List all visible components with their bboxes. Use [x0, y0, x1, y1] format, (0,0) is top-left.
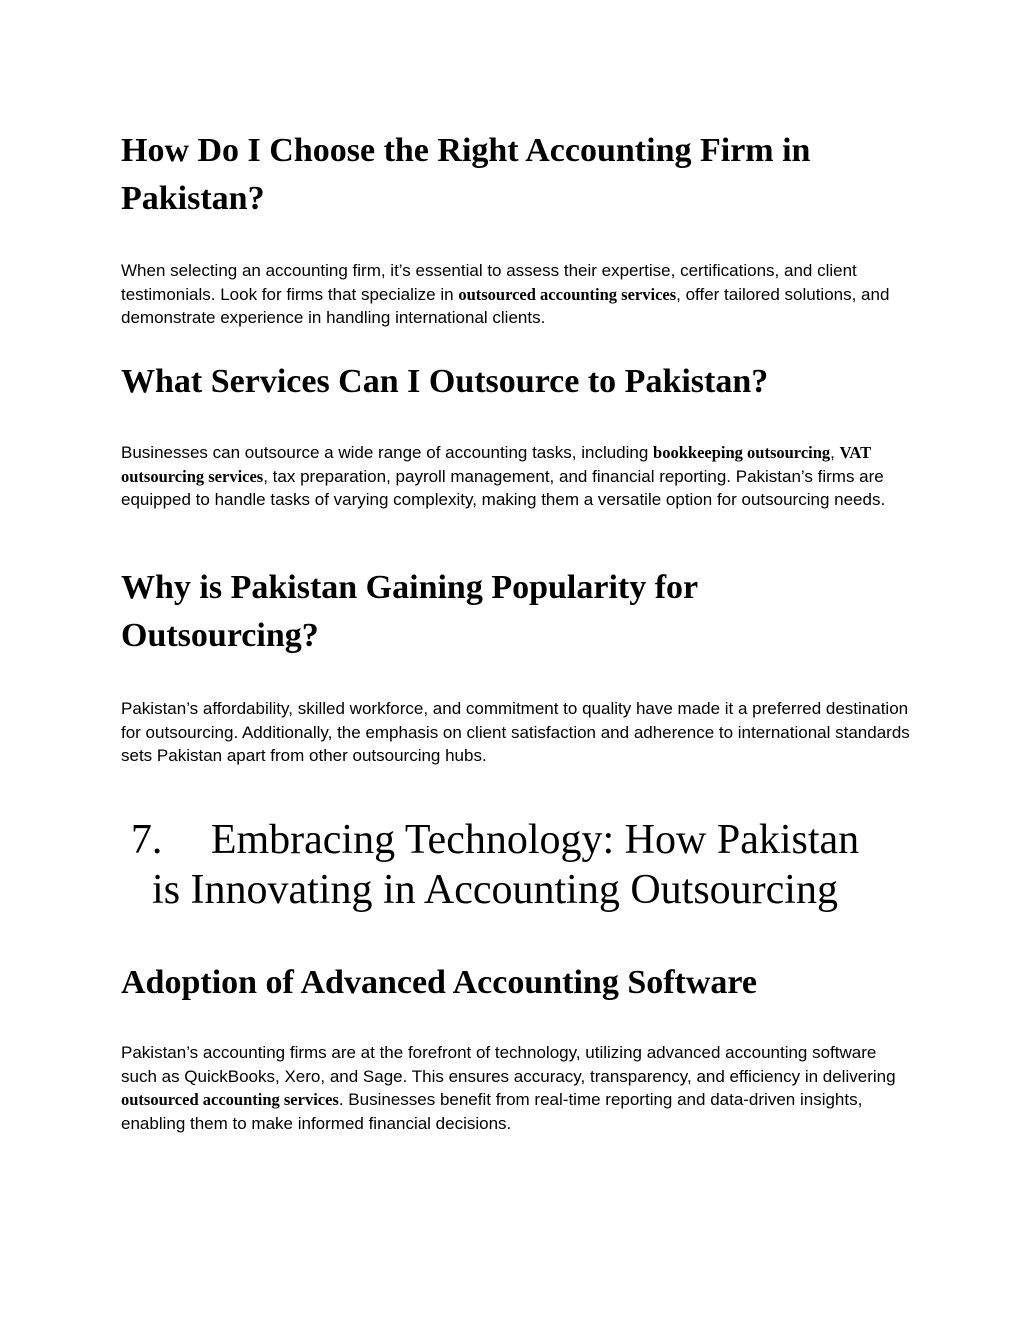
- keyword-outsourced-accounting-services: outsourced accounting services: [121, 1090, 339, 1109]
- heading-line-2: is Innovating in Accounting Outsourcing: [152, 867, 838, 913]
- heading-choose-firm: How Do I Choose the Right Accounting Firm in Pakistan?: [121, 132, 811, 217]
- text: Businesses can outsource a wide range of accounting tasks, including: [121, 443, 654, 462]
- heading-line-1: Embracing Technology: How Pakistan: [210, 817, 860, 863]
- keyword-outsourced-accounting-services: outsourced accounting services: [458, 284, 677, 304]
- keyword-bookkeeping-outsourcing: bookkeeping outsourcing: [653, 443, 831, 462]
- section-number: 7.: [130, 817, 163, 863]
- text: Pakistan’s accounting firms are at the forefront of technology, utilizing advanced accounting software such as QuickBooks, Xero, and Sage. This ensures accuracy, transparency, and efficiency in delivering: [121, 1043, 896, 1086]
- heading-popularity: Why is Pakistan Gaining Popularity for Outsourcing?: [121, 569, 698, 654]
- text: , offer tailored solutions, and demonstrate experience in handling international clients.: [121, 284, 890, 327]
- heading-software: Adoption of Advanced Accounting Software: [121, 964, 757, 1001]
- text: When selecting an accounting firm, it’s essential to assess their expertise, certifications, and client testimonials. Look for firms that specialize in: [121, 261, 857, 304]
- heading-technology: [95, 815, 895, 915]
- text: , tax preparation, payroll management, and financial reporting. Pakistan’s firms are equipped to handle tasks of varying complexity, making them a versatile option for outsourcing needs.: [121, 466, 886, 509]
- heading-services: What Services Can I Outsource to Pakistan?: [121, 363, 769, 400]
- paragraph-software: [121, 1041, 911, 1135]
- text: . Businesses benefit from real-time reporting and data-driven insights, enabling them to make informed financial decisions.: [121, 1090, 863, 1133]
- text: ,: [830, 443, 840, 462]
- paragraph-services: [121, 441, 911, 512]
- keyword-vat-outsourcing-services: VAT outsourcing services: [121, 443, 871, 486]
- paragraph-popularity: Pakistan’s affordability, skilled workforce, and commitment to quality have made it a preferred destination for outsourcing. Additionally, the emphasis on client satisfaction and adherence to international standards sets Pakistan apart from other outsourcing hubs.: [121, 699, 910, 765]
- paragraph-choose-firm: [121, 259, 911, 330]
